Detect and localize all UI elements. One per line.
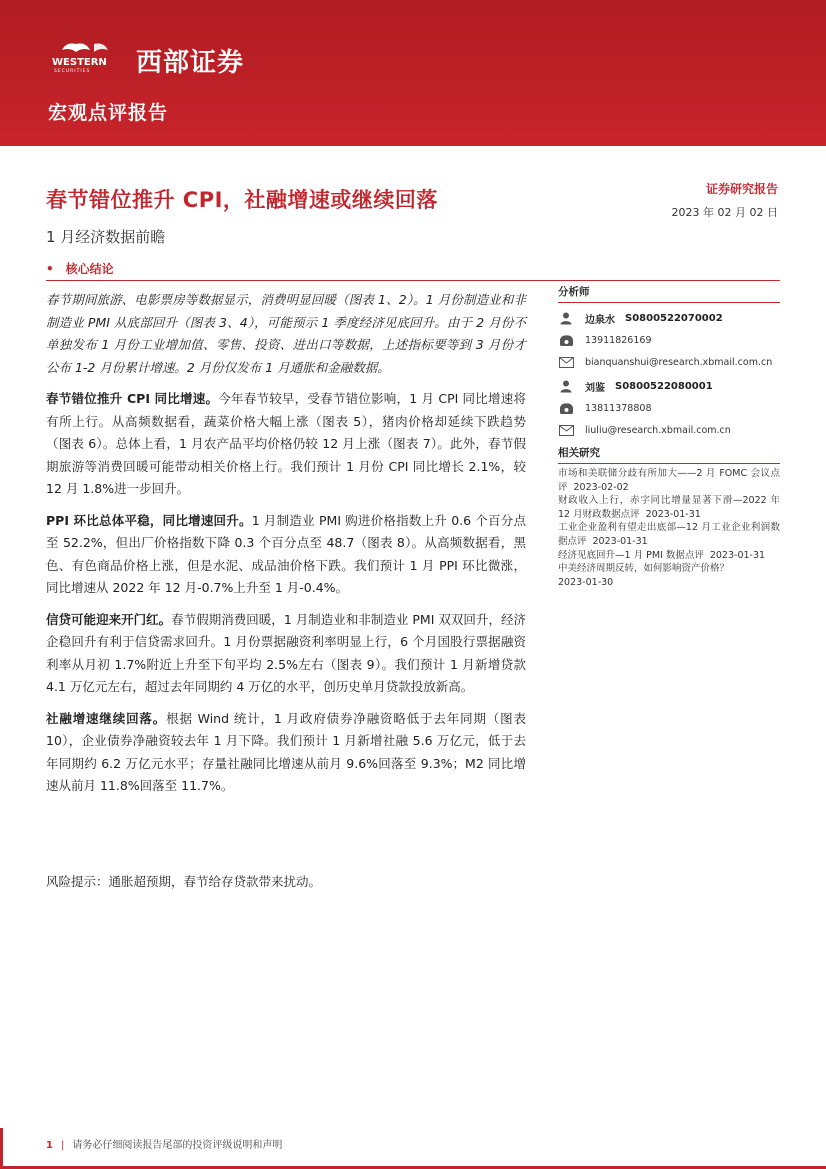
header-band [0,0,826,146]
paragraph-text: 根据 Wind 统计，1 月政府债券净融资略低于去年同期（图表 10），企业债券净融资较去年 1 月下降。我们预计 1 月新增社融 5.6 万亿元，低于去年同期约 6.2 万亿元水平；存量社融同比增速从前月 9.6%回落至 9.3%；M2 同比增速从前月 11.8%回落至 11.7%。 [46,710,526,793]
report-type: 证券研究报告 [705,182,778,196]
brand-name: 西部证券 [136,48,245,78]
sidebar [558,284,780,589]
related-title[interactable]: 工业企业盈利有望走出底部—12 月工业企业利润数据点评 [558,522,780,547]
paragraph-text: 今年春节较早，受春节错位影响，1 月 CPI 同比增速将有所上行。从高频数据看，蔬菜价格大幅上涨（图表 5），猪肉价格却延续下跌趋势（图表 6）。总体上看，1 月农产品平均价格仍较 12 月上涨（图表 7）。此外，春节假期旅游等消费回暖可能带动相关价格上行。我们预计 1 月份 CPI 同比增长 2.1%，较 12 月 1.8%进一步回升。 [46,391,526,496]
report-category: 宏观点评报告 [48,102,169,124]
bullet-icon: • [46,262,54,276]
paragraph-lead: PPI 环比总体平稳，同比增速回升。 [46,512,252,528]
analyst-phone: 13911826169 [585,334,652,346]
analyst-email[interactable]: liuliu@research.xbmail.com.cn [585,424,731,436]
footer-accent-bar [0,1128,3,1169]
logo-subtext: SECURITIES [54,69,91,74]
related-heading: 相关研究 [558,445,780,464]
email-icon [558,422,574,438]
paragraph-text: 春节假期消费回暖，1 月制造业和非制造业 PMI 双双回升，经济企稳回升有利于信贷需求回升。1 月份票据融资利率明显上行，6 个月国股行票据融资利率从月初 1.7%附近上升至下旬平均 2.5%左右（图表 9）。我们预计 1 月新增贷款 4.1 万亿元左右，超过去年同期约 4 万亿的水平，创历史单月贷款投放新高。 [46,611,526,694]
analyst-phone-row [558,397,780,419]
analyst-name-row [558,375,780,397]
related-research [558,445,780,589]
related-item[interactable] [558,467,780,494]
analyst-code: S0800522080001 [615,380,713,392]
analyst-card [558,307,780,373]
related-date: 2023-01-31 [592,535,648,547]
analyst-email-row[interactable] [558,351,780,373]
person-icon [558,310,574,326]
document-subtitle: 1 月经济数据前瞻 [46,228,166,246]
analyst-code: S0800522070002 [625,312,723,324]
related-item[interactable] [558,549,780,563]
page-footer [46,1136,282,1151]
email-icon [558,354,574,370]
section-divider [46,280,780,281]
page-number: 1 [46,1140,53,1151]
related-date: 2023-01-30 [558,576,614,588]
summary-paragraph: 春节期间旅游、电影票房等数据显示，消费明显回暖（图表 1、2）。1 月份制造业和非制造业 PMI 从底部回升（图表 3、4），可能预示 1 季度经济见底回升。由于 2 月份不单独发布 1 月份工业增加值、零售、投资、进出口等数据，上述指标要等到 3 月份才公布 1-2 月份累计增速。2 月份仅发布 1 月通胀和金融数据。 [46,292,526,375]
related-date: 2023-01-31 [709,549,766,561]
related-title[interactable]: 经济见底回升—1 月 PMI 数据点评 [558,549,704,561]
analyst-name: 刘鉴 [585,382,605,394]
related-title[interactable]: 中美经济周期反转，如何影响资产价格？ [558,563,730,575]
related-item[interactable] [558,494,780,521]
document-title: 春节错位推升 CPI，社融增速或继续回落 [46,188,438,212]
main-body [46,289,526,807]
body-paragraph [46,708,526,798]
related-date: 2023-02-02 [573,481,629,493]
related-title[interactable]: 市场和美联储分歧有所加大——2 月 FOMC 会议点评 [558,468,780,493]
footer-separator: | [60,1140,65,1151]
related-date: 2023-01-31 [645,508,701,520]
paragraph-lead: 社融增速继续回落。 [46,710,167,726]
analyst-card [558,375,780,441]
body-paragraph [46,510,526,600]
report-date: 2023 年 02 月 02 日 [671,206,778,219]
analysts-heading: 分析师 [558,284,780,303]
analyst-email-row[interactable] [558,419,780,441]
key-conclusion-heading [46,260,114,277]
analyst-name: 边泉水 [585,314,615,326]
body-paragraph [46,609,526,699]
related-item[interactable] [558,521,780,548]
footer-notice: 请务必仔细阅读报告尾部的投资评级说明和声明 [72,1140,283,1151]
paragraph-lead: 春节错位推升 CPI 同比增速。 [46,391,219,406]
person-icon [558,378,574,394]
analyst-email[interactable]: bianquanshui@research.xbmail.com.cn [585,356,773,368]
risk-notice: 风险提示：通胀超预期，春节给存贷款带来扰动。 [46,874,322,889]
western-securities-logo [50,40,130,74]
logo-text: WESTERN [52,57,107,68]
related-title[interactable]: 财政收入上行，赤字同比增量显著下滑—2022 年 12 月财政数据点评 [558,495,780,520]
phone-icon [558,400,574,416]
paragraph-text: 1 月制造业 PMI 购进价格指数上升 0.6 个百分点至 52.2%，但出厂价格指数下降 0.3 个百分点至 48.7（图表 8）。从高频数据看，黑色、有色商品价格上涨，但是水泥、成品油价格下跌。我们预计 1 月 PPI 环比微涨，同比增速从 2022 年 12 月-0.7%上升至 1 月-0.4%。 [46,512,526,595]
analyst-phone: 13811378808 [585,402,652,414]
analyst-phone-row [558,329,780,351]
phone-icon [558,332,574,348]
key-conclusion-label: 核心结论 [65,262,114,276]
related-item[interactable] [558,562,780,589]
analyst-name-row [558,307,780,329]
paragraph-lead: 信贷可能迎来开门红。 [46,611,172,627]
body-paragraph [46,388,526,501]
